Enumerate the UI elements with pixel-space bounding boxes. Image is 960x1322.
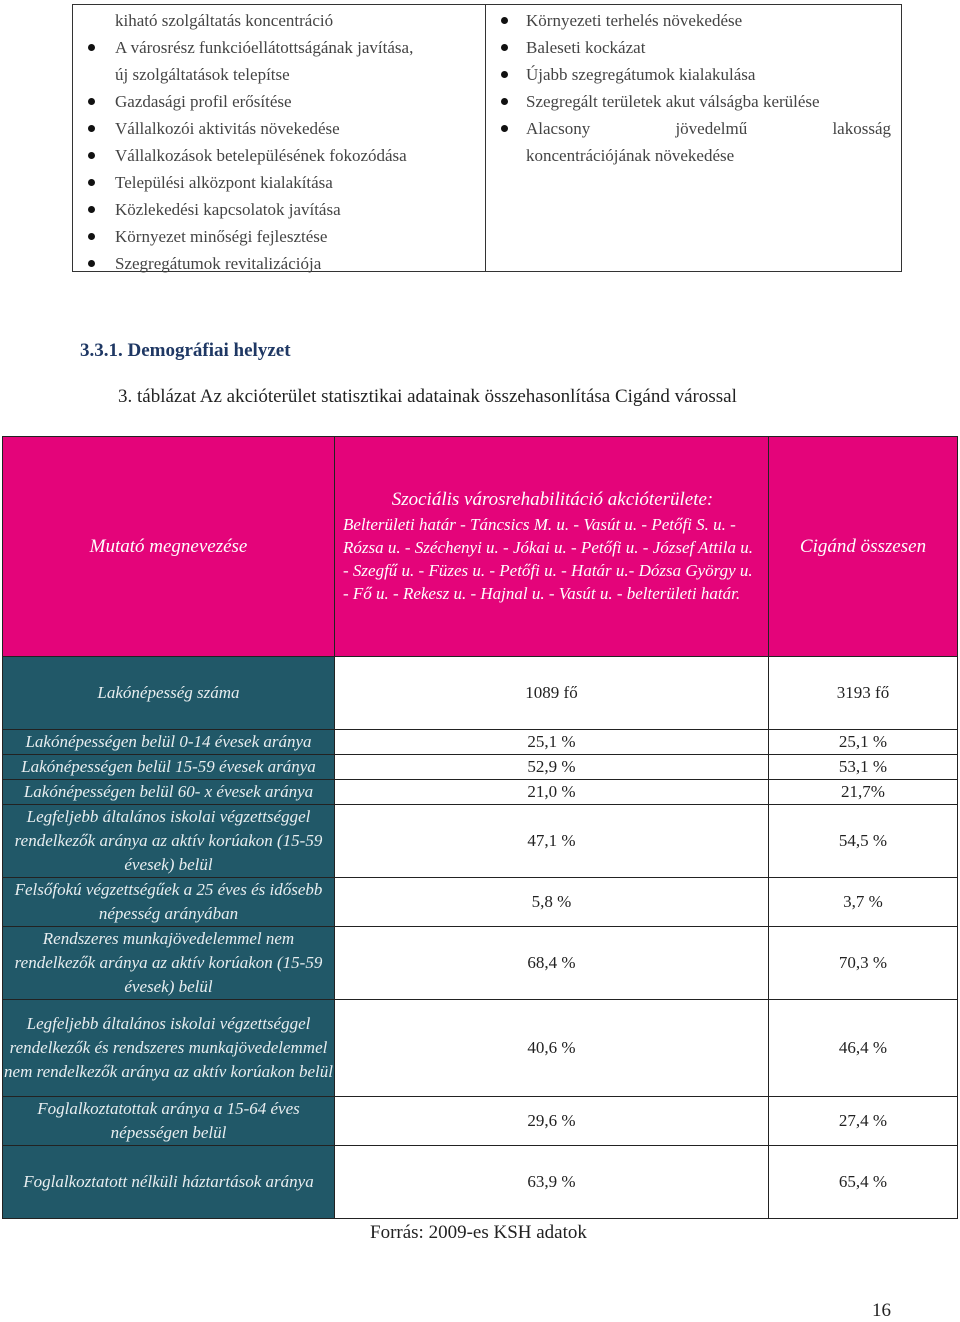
row-total-value: 70,3 % [769,927,958,1000]
row-label: Rendszeres munkajövedelemmel nem rendelkezők aránya az aktív korúakon (15-59 évesek) belül [3,927,335,1000]
section-heading: 3.3.1. Demográfiai helyzet [80,340,291,361]
row-label: Foglalkoztatott nélküli háztartások aránya [3,1146,335,1219]
row-area-value: 21,0 % [335,780,769,805]
goal-item: Vállalkozások betelepülésének fokozódása [115,142,475,169]
row-label: Felsőfokú végzettségűek a 25 éves és idősebb népesség arányában [3,878,335,927]
table-row [3,927,958,1000]
row-area-value: 1089 fő [335,657,769,730]
table-row [3,1000,958,1097]
header-indicator: Mutató megnevezése [3,437,335,657]
header-area-description: Belterületi határ - Táncsics M. u. - Vasút u. - Petőfi S. u. - Rózsa u. - Széchenyi u. - Jókai u. - Petőfi u. - József Attila u. - Szegfű u. - Füzes u. - Petőfi u. - Határ u.- Dózsa György u. - Fő u. - Rekesz u. - Hajnal u. - Vasút u. - belterületi határ. [343,514,753,603]
row-area-value: 52,9 % [335,755,769,780]
goal-item: Települési alközpont kialakítása [115,169,475,196]
goal-item: új szolgáltatások telepítse [115,65,290,84]
row-total-value: 65,4 % [769,1146,958,1219]
goal-item: Vállalkozói aktivitás növekedése [115,115,475,142]
risk-item: Szegregált területek akut válságba kerülése [526,88,891,115]
header-action-area [335,437,769,657]
goal-item: A városrész funkcióellátottságának javítása, [115,34,475,61]
row-total-value: 27,4 % [769,1097,958,1146]
row-area-value: 25,1 % [335,730,769,755]
row-label: Legfeljebb általános iskolai végzettséggel rendelkezők aránya az aktív korúakon (15-59 évesek) belül [3,805,335,878]
risks-column [486,5,901,271]
table-row [3,730,958,755]
table-row [3,780,958,805]
risk-item-continuation: koncentrációjának növekedése [526,146,735,165]
row-label: Lakónépességen belül 0-14 évesek aránya [3,730,335,755]
goal-item: Gazdasági profil erősítése [115,88,475,115]
risk-word: Alacsony [526,119,591,138]
table-header-row [3,437,958,657]
row-total-value: 54,5 % [769,805,958,878]
risk-word: jövedelmű [675,119,748,138]
table-caption: 3. táblázat Az akcióterület statisztikai adatainak összehasonlítása Cigánd várossal [118,386,737,407]
row-label: Lakónépességen belül 60- x évesek aránya [3,780,335,805]
row-total-value: 3,7 % [769,878,958,927]
row-label: Lakónépesség száma [3,657,335,730]
goal-item: Környezet minőségi fejlesztése [115,223,475,250]
row-area-value: 47,1 % [335,805,769,878]
risk-item: Baleseti kockázat [526,34,891,61]
header-town-total: Cigánd összesen [769,437,958,657]
row-area-value: 5,8 % [335,878,769,927]
table-row [3,1146,958,1219]
goal-item: Közlekedési kapcsolatok javítása [115,196,475,223]
goal-item: Szegregátumok revitalizációja [115,250,475,277]
table-row [3,755,958,780]
goals-column [73,5,486,271]
row-area-value: 29,6 % [335,1097,769,1146]
table-row [3,878,958,927]
table-row [3,657,958,730]
row-label: Foglalkoztatottak aránya a 15-64 éves népességen belül [3,1097,335,1146]
statistics-table [2,436,958,1219]
page-number: 16 [872,1300,891,1321]
row-total-value: 53,1 % [769,755,958,780]
row-label: Lakónépességen belül 15-59 évesek aránya [3,755,335,780]
row-total-value: 3193 fő [769,657,958,730]
row-area-value: 40,6 % [335,1000,769,1097]
risk-item: Környezeti terhelés növekedése [526,7,891,34]
row-total-value: 21,7% [769,780,958,805]
table-row [3,805,958,878]
goals-risks-table [72,4,902,272]
risk-item: Újabb szegregátumok kialakulása [526,61,891,88]
row-total-value: 46,4 % [769,1000,958,1097]
row-area-value: 68,4 % [335,927,769,1000]
risk-word: lakosság [832,119,891,138]
source-note: Forrás: 2009-es KSH adatok [370,1222,587,1243]
row-total-value: 25,1 % [769,730,958,755]
row-label: Legfeljebb általános iskolai végzettséggel rendelkezők és rendszeres munkajövedelemmel nem rendelkezők aránya az aktív korúakon belül [3,1000,335,1097]
row-area-value: 63,9 % [335,1146,769,1219]
header-area-title: Szociális városrehabilitáció akcióterülete: [391,488,714,510]
table-row [3,1097,958,1146]
goal-item: kiható szolgáltatás koncentráció [115,11,334,30]
risk-item [526,115,891,169]
